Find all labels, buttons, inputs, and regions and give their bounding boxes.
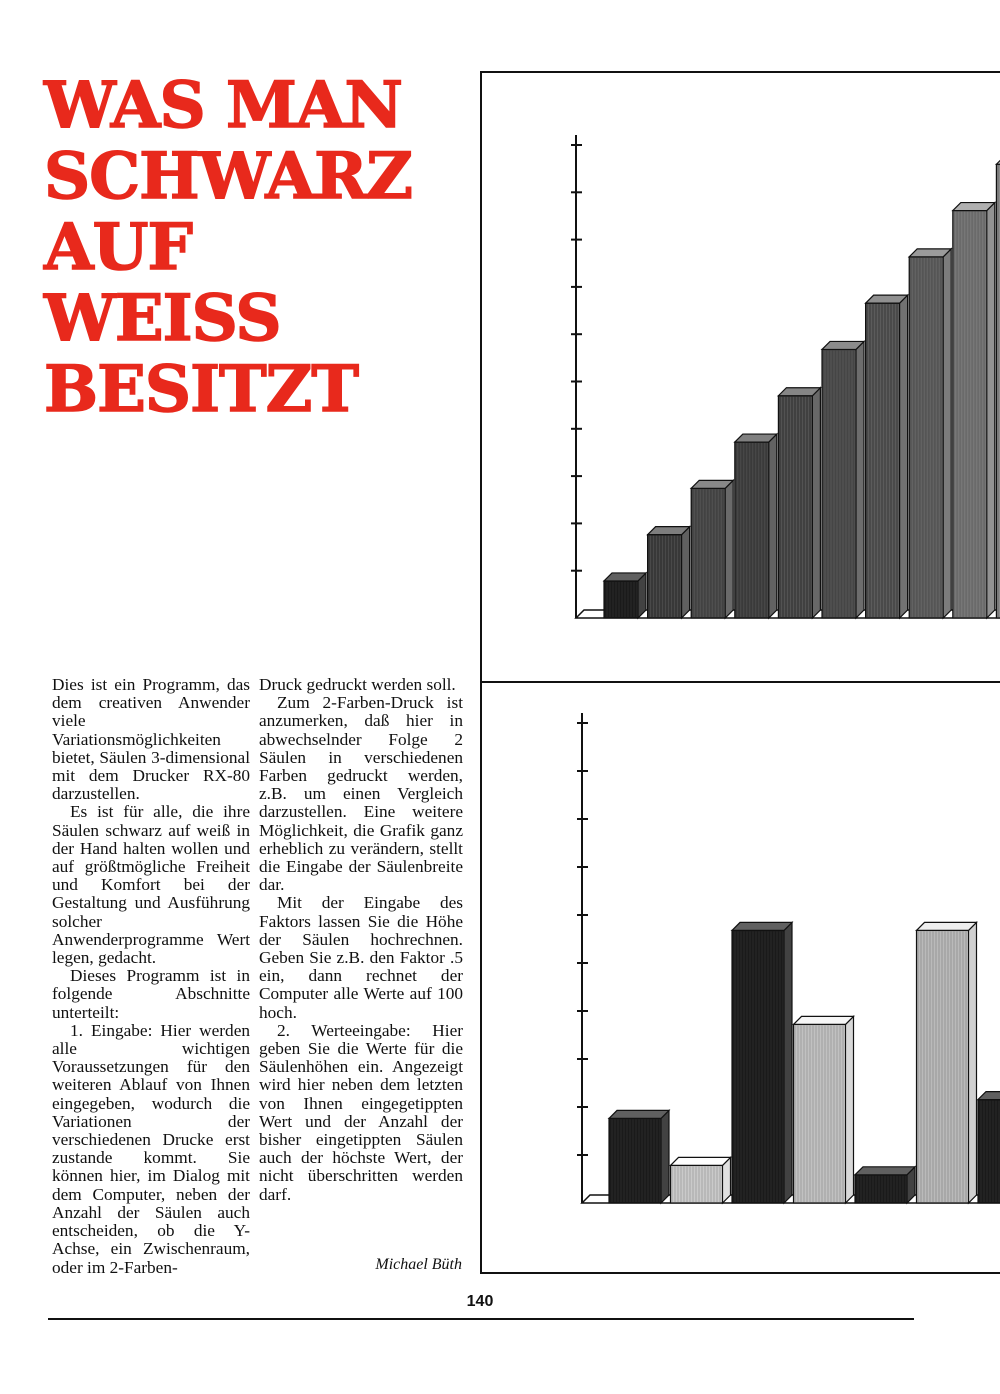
paragraph: Dieses Programm ist in folgende Abschnitte unterteilt:	[52, 966, 250, 1022]
chart-bar	[794, 1016, 854, 1203]
bar-side	[682, 527, 690, 618]
paragraph: Zum 2-Farben-Druck ist anzumerken, daß hier in abwechselnder Folge 2 Säulen in verschiedenen Farben gedruckt werden, z.B. um einen Vergleich darzustellen. Eine weitere Möglichkeit, die Grafik ganz erheblich zu verändern, stellt die Eingabe der Säulenbreite dar.	[259, 693, 463, 895]
bar-top	[866, 295, 908, 303]
bar-front	[691, 488, 725, 618]
bar-front	[822, 349, 856, 618]
headline-line: AUF	[44, 210, 192, 285]
chart-bar	[866, 295, 908, 618]
chart-bar	[978, 1092, 1000, 1203]
chart-bar	[822, 341, 864, 618]
bar-front	[778, 396, 812, 618]
chart-bar	[735, 434, 777, 618]
bar-top	[822, 341, 864, 349]
bar-front	[794, 1024, 846, 1203]
bar-side	[812, 388, 820, 618]
headline-line: SCHWARZ	[44, 139, 412, 214]
chart-bar	[917, 922, 977, 1203]
bar-front	[671, 1165, 723, 1203]
chart-bar	[855, 1167, 915, 1203]
bar-top	[909, 249, 951, 257]
bar-side	[784, 922, 792, 1203]
bar-front	[953, 211, 987, 618]
bar-front	[735, 442, 769, 618]
bar-side	[969, 922, 977, 1203]
bar-side	[846, 1016, 854, 1203]
bar-top	[917, 922, 977, 930]
bar-chart-two-color	[482, 683, 1000, 1276]
bar-side	[661, 1110, 669, 1203]
bar-front	[648, 535, 682, 618]
bar-front	[609, 1118, 661, 1203]
bar-top	[691, 480, 733, 488]
bar-top	[609, 1110, 669, 1118]
paragraph: 1. Eingabe: Hier werden alle wichtigen Voraussetzungen für den weiteren Ablauf von Ihnen eingegeben, wodurch die Variationen der verschiedenen Drucke erst zustande kommt. Sie können hier, im Dialog mit dem Computer, neben der Anzahl der Säulen auch entscheiden, ob die Y-Achse, ein Zwischenraum, oder im 2-Farben-	[52, 1020, 250, 1277]
bar-top	[648, 527, 690, 535]
headline-line: WEISS	[44, 281, 281, 356]
chart-bar	[648, 527, 690, 618]
chart-bar	[604, 573, 646, 618]
bar-front	[909, 257, 943, 618]
bar-chart-ascending	[482, 73, 1000, 685]
chart-bar	[778, 388, 820, 618]
bar-top	[996, 156, 1000, 164]
bar-side	[856, 341, 864, 618]
bar-front	[855, 1175, 907, 1203]
article-column-left	[52, 676, 250, 1277]
bar-top	[953, 203, 995, 211]
headline-line: WAS MAN	[44, 68, 402, 143]
author-byline: Michael Büth	[375, 1256, 462, 1273]
paragraph: Mit der Eingabe des Faktors lassen Sie die Höhe der Säulen hochrechnen. Geben Sie z.B. den Faktor .5 ein, dann rechnet der Computer alle Werte auf 100 hoch.	[259, 893, 463, 1022]
bar-side	[900, 295, 908, 618]
page-number: 140	[466, 1293, 494, 1310]
chart-bar	[691, 480, 733, 618]
bar-side	[769, 434, 777, 618]
bar-side	[943, 249, 951, 618]
bar-front	[604, 581, 638, 618]
paragraph: Dies ist ein Programm, das dem creativen Anwender viele Variationsmöglichkeiten bietet, Säulen 3-dimensional mit dem Drucker RX-80 darzustellen.	[52, 675, 250, 804]
chart-bar	[609, 1110, 669, 1203]
chart-bar	[996, 156, 1000, 618]
chart-panel-top	[480, 71, 1000, 683]
bar-side	[987, 203, 995, 618]
bar-top	[794, 1016, 854, 1024]
bar-front	[732, 930, 784, 1203]
bar-front	[866, 303, 900, 618]
bar-front	[917, 930, 969, 1203]
bar-top	[604, 573, 646, 581]
bar-side	[725, 480, 733, 618]
chart-bar	[732, 922, 792, 1203]
chart-bar	[909, 249, 951, 618]
chart-panel-bottom	[480, 681, 1000, 1274]
paragraph: Es ist für alle, die ihre Säulen schwarz auf weiß in der Hand halten wollen und auf größtmögliche Freiheit und Komfort bei der Gestaltung und Ausführung solcher Anwenderprogramme Wert legen, gedacht.	[52, 802, 250, 968]
bar-top	[978, 1092, 1000, 1100]
chart-bar	[953, 203, 995, 618]
footer-rule	[48, 1318, 914, 1320]
bar-top	[778, 388, 820, 396]
article-column-right	[259, 676, 463, 1204]
paragraph: 2. Werteeingabe: Hier geben Sie die Werte für die Säulenhöhen ein. Angezeigt wird hier neben dem letzten von Ihnen eingegetippten Wert und der Anzahl der bisher eingetippten Säulen auch der höchste Wert, der nicht überschritten werden darf.	[259, 1020, 463, 1204]
bar-top	[732, 922, 792, 930]
bar-top	[671, 1157, 731, 1165]
article-headline	[44, 70, 474, 425]
headline-line: BESITZT	[44, 352, 358, 427]
paragraph: Druck gedruckt werden soll.	[259, 675, 456, 694]
chart-bar	[671, 1157, 731, 1203]
bar-top	[735, 434, 777, 442]
bar-top	[855, 1167, 915, 1175]
